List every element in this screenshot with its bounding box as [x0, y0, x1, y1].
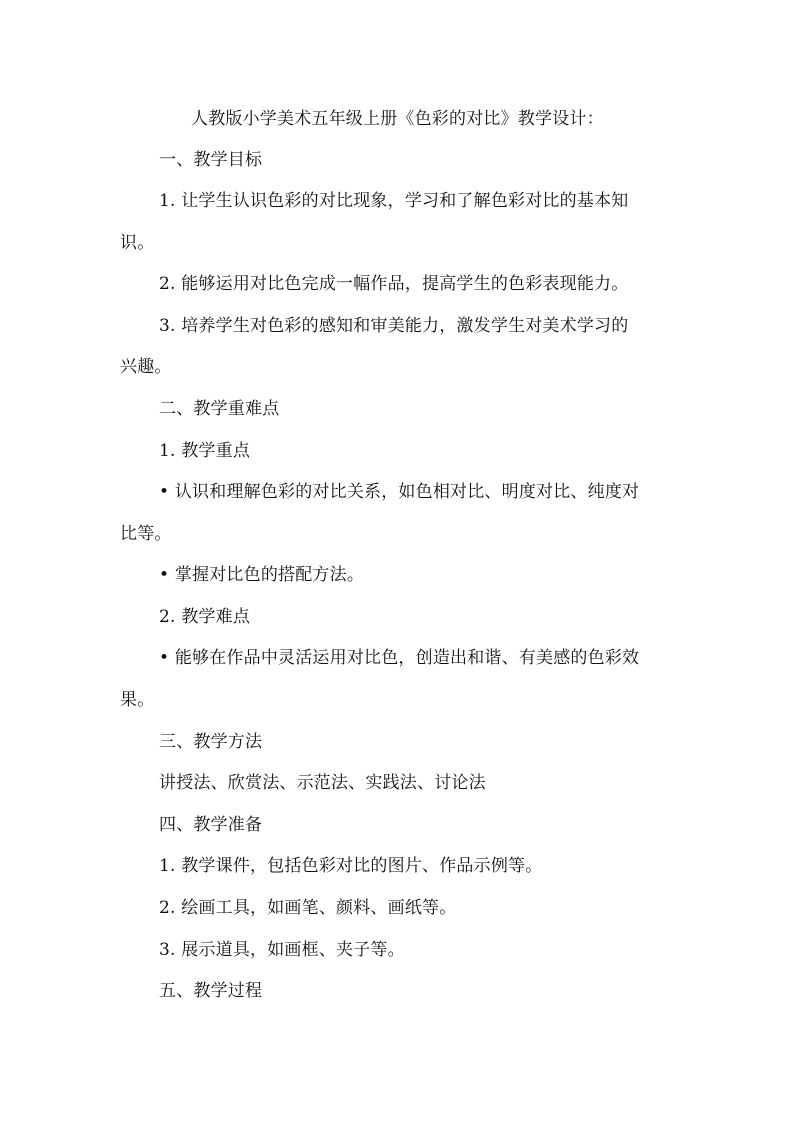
objective-item-2: 2. 能够运用对比色完成一幅作品，提高学生的色彩表现能力。 — [159, 274, 629, 294]
section-heading-preparation: 四、教学准备 — [159, 815, 263, 835]
preparation-item-3: 3. 展示道具，如画框、夹子等。 — [159, 940, 405, 960]
bullet-difficulty-1-continued: 果。 — [120, 690, 155, 710]
methods-text: 讲授法、欣赏法、示范法、实践法、讨论法 — [159, 773, 486, 793]
section-heading-methods: 三、教学方法 — [159, 732, 263, 752]
section-heading-key-points: 二、教学重难点 — [159, 399, 280, 419]
section-heading-process: 五、教学过程 — [159, 981, 263, 1001]
preparation-item-1: 1. 教学课件，包括色彩对比的图片、作品示例等。 — [159, 856, 543, 876]
document-title: 人教版小学美术五年级上册《色彩的对比》教学设计： — [191, 109, 604, 129]
subheading-teaching-difficulty: 2. 教学难点 — [159, 607, 251, 627]
bullet-focus-2: • 掌握对比色的搭配方法。 — [159, 565, 365, 585]
bullet-difficulty-1: • 能够在作品中灵活运用对比色，创造出和谐、有美感的色彩效 — [159, 648, 640, 668]
objective-item-1-continued: 识。 — [120, 233, 155, 253]
objective-item-3-continued: 兴趣。 — [120, 357, 172, 377]
bullet-focus-1-continued: 比等。 — [120, 524, 172, 544]
bullet-focus-1: • 认识和理解色彩的对比关系，如色相对比、明度对比、纯度对 — [159, 482, 640, 502]
section-heading-objectives: 一、教学目标 — [159, 150, 263, 170]
subheading-teaching-focus: 1. 教学重点 — [159, 441, 251, 461]
objective-item-3: 3. 培养学生对色彩的感知和审美能力，激发学生对美术学习的 — [159, 316, 629, 336]
preparation-item-2: 2. 绘画工具，如画笔、颜料、画纸等。 — [159, 898, 457, 918]
objective-item-1: 1. 让学生认识色彩的对比现象，学习和了解色彩对比的基本知 — [159, 191, 629, 211]
